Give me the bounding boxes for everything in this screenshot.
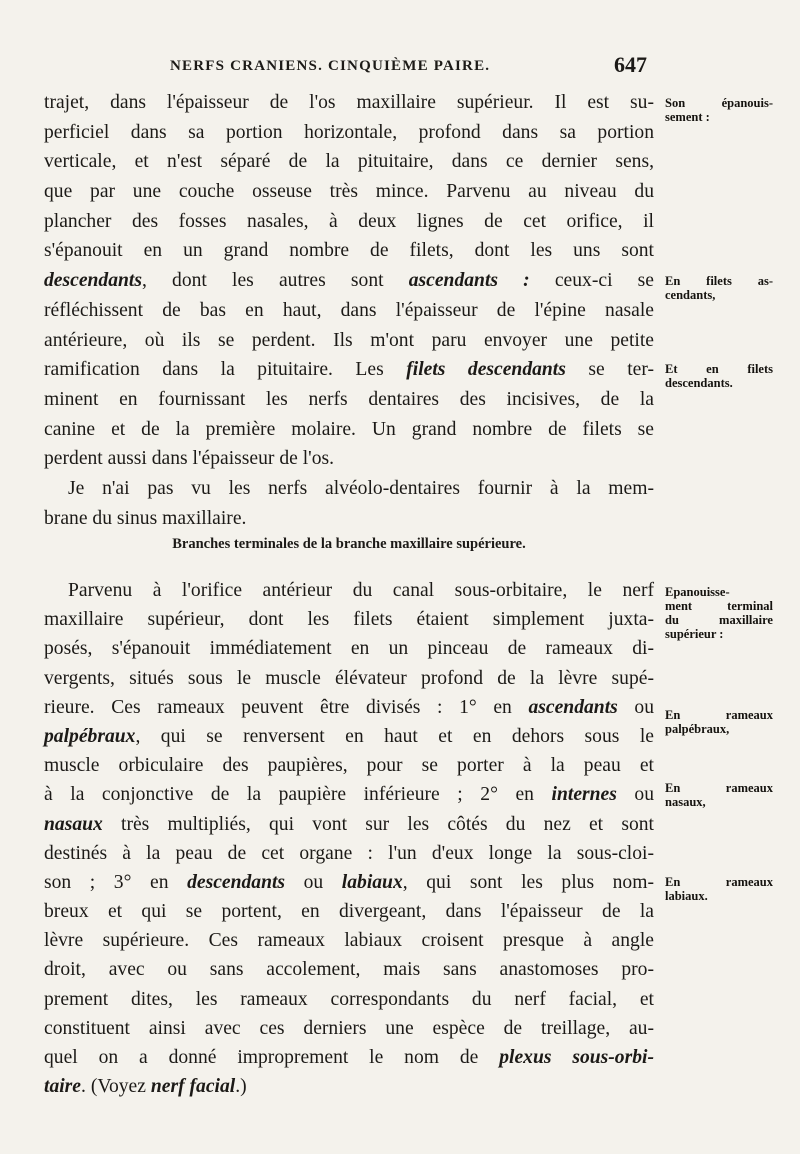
margin-note-nasaux — [665, 781, 773, 809]
text-segment: rieure. Ces rameaux peuvent être divisés : 1° en — [44, 696, 529, 718]
text-line: breux et qui se portent, en divergeant, dans l'épaisseur de la — [44, 901, 654, 923]
margin-note-line: cendants, — [665, 288, 716, 302]
text-segment: .) — [235, 1076, 247, 1098]
text-line: maxillaire supérieur, dont les filets étaient simplement juxta- — [44, 609, 654, 631]
italic-term: nerf facial — [150, 1076, 236, 1098]
text-line: Parvenu à l'orifice antérieur du canal sous-orbitaire, le nerf — [68, 580, 654, 601]
margin-note-line: ment terminal — [665, 599, 773, 613]
text-line — [44, 1043, 654, 1072]
italic-term: labiaux — [341, 871, 403, 893]
text-segment: ou — [616, 784, 655, 806]
text-segment: , dont les autres sont — [141, 270, 409, 292]
text-line: réfléchissent de bas en haut, dans l'épaisseur de l'épine nasale — [44, 299, 654, 321]
text-line — [44, 266, 654, 296]
text-segment: . (Voyez — [81, 1076, 151, 1098]
italic-term: plexus sous-orbi- — [499, 1047, 654, 1068]
italic-term: filets descendants — [406, 359, 566, 381]
text-line: lèvre supérieure. Ces rameaux labiaux croisent presque à angle — [44, 930, 654, 952]
margin-note-line: labiaux. — [665, 889, 708, 903]
paragraph-3 — [44, 576, 654, 1101]
text-line: Je n'ai pas vu les nerfs alvéolo-dentaires fournir à la mem- — [68, 477, 654, 499]
text-line: perdent aussi dans l'épaisseur de l'os. — [44, 448, 335, 470]
italic-term: descendants — [187, 871, 286, 893]
text-line: s'épanouit en un grand nombre de filets, dont les uns sont — [44, 240, 654, 262]
margin-note-terminal — [665, 585, 773, 641]
text-segment: à la conjonctive de la paupière inférieure ; 2° en — [44, 784, 552, 806]
text-line: trajet, dans l'épaisseur de l'os maxillaire supérieur. Il est su- — [44, 92, 654, 113]
margin-note-line: Et en filets — [665, 362, 773, 376]
text-line — [44, 355, 654, 385]
margin-note-line: sement : — [665, 110, 710, 124]
italic-term: palpébraux — [44, 725, 136, 747]
text-line: perficiel dans sa portion horizontale, profond dans sa portion — [44, 121, 654, 143]
italic-term: taire — [44, 1076, 82, 1098]
text-segment: , qui sont les plus nom- — [402, 871, 654, 893]
italic-term: nasaux — [44, 813, 103, 835]
text-line — [44, 868, 654, 897]
text-line: droit, avec ou sans accolement, mais sans anastomoses pro- — [44, 959, 654, 981]
margin-note-line: nasaux, — [665, 795, 706, 809]
paragraph-1 — [44, 88, 654, 533]
text-segment: , qui se renversent en haut et en dehors sous le — [135, 725, 654, 747]
text-line: muscle orbiculaire des paupières, pour se porter à la peau et — [44, 755, 654, 777]
margin-note-line: En rameaux — [665, 708, 773, 722]
text-line — [44, 810, 654, 839]
text-segment: son ; 3° en — [44, 871, 188, 893]
text-segment: quel on a donné improprement le nom de — [44, 1047, 500, 1068]
page-number: 647 — [614, 52, 647, 77]
text-line: que par une couche osseuse très mince. Parvenu au niveau du — [44, 181, 654, 203]
margin-note-line: Son épanouis- — [665, 96, 773, 110]
text-segment: ramification dans la pituitaire. Les — [44, 359, 407, 381]
margin-note-labiaux — [665, 875, 773, 903]
text-segment: ou — [285, 871, 342, 893]
margin-note-line: supérieur : — [665, 627, 724, 641]
running-title: NERFS CRANIENS. CINQUIÈME PAIRE. — [170, 58, 491, 74]
text-line: canine et de la première molaire. Un grand nombre de filets se — [44, 418, 654, 440]
paragraph-2 — [44, 474, 654, 533]
text-line: verticale, et n'est séparé de la pituitaire, dans ce dernier sens, — [44, 151, 654, 173]
text-line: vergents, situés sous le muscle élévateur profond de la lèvre supé- — [44, 667, 654, 689]
italic-term: ascendants : — [408, 270, 530, 292]
text-line: antérieure, où ils se perdent. Ils m'ont paru envoyer une petite — [44, 329, 654, 351]
margin-note-palpebraux — [665, 708, 773, 736]
text-line: brane du sinus maxillaire. — [44, 507, 247, 529]
text-segment: ou — [617, 696, 654, 718]
margin-note-line: palpébraux, — [665, 722, 730, 736]
text-line — [44, 693, 654, 722]
text-line: constituent ainsi avec ces derniers une espèce de treillage, au- — [44, 1017, 654, 1039]
text-line: minent en fournissant les nerfs dentaires des incisives, de la — [44, 388, 654, 410]
margin-note-line: En rameaux — [665, 875, 773, 889]
margin-note-descendants — [665, 362, 773, 390]
margin-note-line: du maxillaire — [665, 613, 773, 627]
text-segment: se ter- — [565, 359, 655, 381]
margin-note-line: Epanouisse- — [665, 585, 730, 599]
text-line: plancher des fosses nasales, à deux lignes de cet orifice, il — [44, 210, 654, 232]
margin-note-line: descendants. — [665, 376, 733, 390]
text-line: prement dites, les rameaux correspondants du nerf facial, et — [44, 988, 654, 1010]
text-segment: ceux-ci se — [529, 270, 655, 292]
text-line: destinés à la peau de cet organe : l'un d'eux longe la sous-cloi- — [44, 842, 654, 864]
italic-term: ascendants — [528, 696, 618, 718]
margin-note-line: En filets as- — [665, 274, 773, 288]
italic-term: internes — [551, 784, 617, 806]
margin-note-epanouissement — [665, 96, 773, 124]
italic-term: descendants — [44, 270, 142, 292]
text-line — [44, 1072, 654, 1101]
margin-note-ascendants — [665, 274, 773, 302]
margin-note-line: En rameaux — [665, 781, 773, 795]
text-line: posés, s'épanouit immédiatement en un pinceau de rameaux di- — [44, 638, 654, 660]
text-line — [44, 722, 654, 751]
text-segment: très multipliés, qui vont sur les côtés du nez et sont — [102, 813, 654, 835]
section-subheading: Branches terminales de la branche maxillaire supérieure. — [172, 536, 526, 552]
text-line — [44, 780, 654, 809]
running-header — [40, 54, 655, 80]
